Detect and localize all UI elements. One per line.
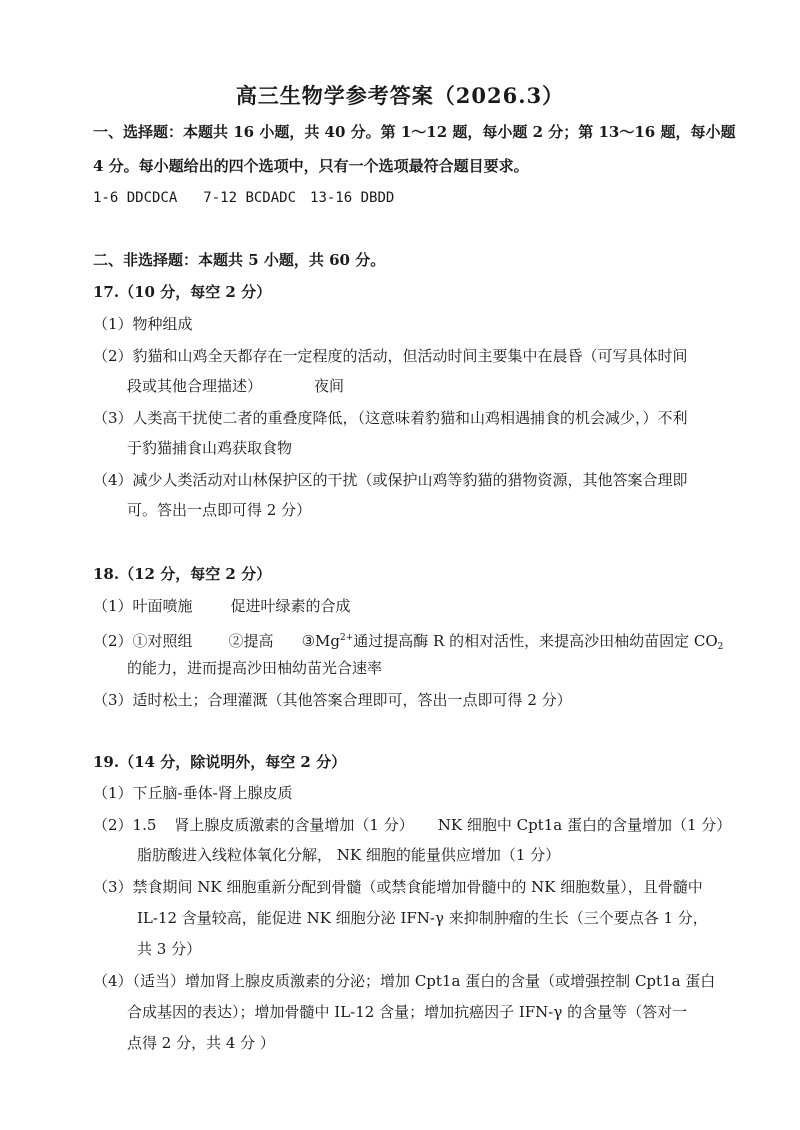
q17-part2-answer2: 夜间 <box>314 377 345 395</box>
section2-header: 二、非选择题：本题共 5 小题，共 60 分。 <box>93 251 386 269</box>
q18-part2-line1 <box>93 628 723 657</box>
q19-part2-line1 <box>93 815 731 835</box>
q19-part4-line2: 合成基因的表达）；增加骨髓中 IL-12 含量；增加抗癌因子 IFN-γ 的含量等（答对一 <box>127 1003 688 1021</box>
q18-part1 <box>93 596 351 616</box>
q18-part3: （3）适时松土；合理灌溉（其他答案合理即可，答出一点即可得 2 分） <box>93 691 572 709</box>
q17-part2-answer1-tail: 段或其他合理描述） <box>127 377 263 395</box>
q17-part3-line2: 于豹猫捕食山鸡获取食物 <box>127 439 293 457</box>
q18-part2-answer3-text: 通过提高酶 R 的相对活性，来提高沙田柚幼苗固定 CO <box>353 632 718 650</box>
q17-part4-line2: 可。答出一点即可得 2 分） <box>127 501 312 519</box>
q18-part2-answer1: （2）①对照组 <box>93 632 193 650</box>
q18-heading: 18.（12 分，每空 2 分） <box>93 565 272 583</box>
q19-part2-answer2b: NK 细胞中 Cpt1a 蛋白的含量增加（1 分） <box>437 816 732 834</box>
q19-part2-answer1: （2）1.5 <box>93 816 157 834</box>
page-title: 高三生物学参考答案（2026.3） <box>235 83 565 108</box>
q17-part4-line1: （4）减少人类活动对山林保护区的干扰（或保护山鸡等豹猫的猎物资源，其他答案合理即 <box>93 471 688 489</box>
q19-part3-line2: IL-12 含量较高，能促进 NK 细胞分泌 IFN-γ 来抑制肿瘤的生长（三个要点各 1 分， <box>137 909 708 927</box>
q19-part4-line3: 点得 2 分，共 4 分 ） <box>127 1034 275 1052</box>
q19-part2-answer2a: 肾上腺皮质激素的含量增加（1 分） <box>174 816 414 834</box>
q18-part1-answer1: （1）叶面喷施 <box>93 597 193 615</box>
q19-part3-line1: （3）禁食期间 NK 细胞重新分配到骨髓（或禁食能增加骨髓中的 NK 细胞数量），且骨髓中 <box>93 878 703 896</box>
q18-part1-answer2: 促进叶绿素的合成 <box>230 597 351 615</box>
section1-header-line2: 4 分。每小题给出的四个选项中，只有一个选项最符合题目要求。 <box>93 157 529 175</box>
co2-subscript: 2 <box>717 642 724 652</box>
q17-part3-line1: （3）人类高干扰使二者的重叠度降低，（这意味着豹猫和山鸡相遇捕食的机会减少，）不利 <box>93 409 688 427</box>
q17-part2-line1: （2）豹猫和山鸡全天都存在一定程度的活动，但活动时间主要集中在晨昏（可写具体时间 <box>93 347 688 365</box>
q19-part1: （1）下丘脑-垂体-肾上腺皮质 <box>93 784 293 802</box>
q17-heading: 17.（10 分，每空 2 分） <box>93 283 272 301</box>
q19-part4-line1: （4）（适当）增加肾上腺皮质激素的分泌；增加 Cpt1a 蛋白的含量（或增强控制 Cpt1a 蛋白 <box>93 972 716 990</box>
q17-part1: （1）物种组成 <box>93 315 193 333</box>
answers-7-12: 7-12 BCDADC <box>203 190 297 206</box>
q18-part2-answer2: ②提高 <box>228 632 274 650</box>
mg-charge: 2+ <box>339 633 354 643</box>
choice-answers <box>93 188 394 208</box>
q19-part3-line3: 共 3 分） <box>137 940 202 958</box>
q19-part2-line2: 脂肪酸进入线粒体氧化分解， NK 细胞的能量供应增加（1 分） <box>137 846 561 864</box>
q18-part2-line2: 的能力，进而提高沙田柚幼苗光合速率 <box>127 659 383 677</box>
section1-header-line1: 一、选择题：本题共 16 小题，共 40 分。第 1～12 题，每小题 2 分；第 13～16 题，每小题 <box>93 123 736 141</box>
q19-heading: 19.（14 分，除说明外，每空 2 分） <box>93 753 347 771</box>
q18-part2-answer3-start: ③Mg <box>301 632 340 650</box>
answers-1-6: 1-6 DDCDCA <box>93 190 178 206</box>
q17-part2-line2 <box>127 376 344 396</box>
answers-13-16: 13-16 DBDD <box>310 190 395 206</box>
